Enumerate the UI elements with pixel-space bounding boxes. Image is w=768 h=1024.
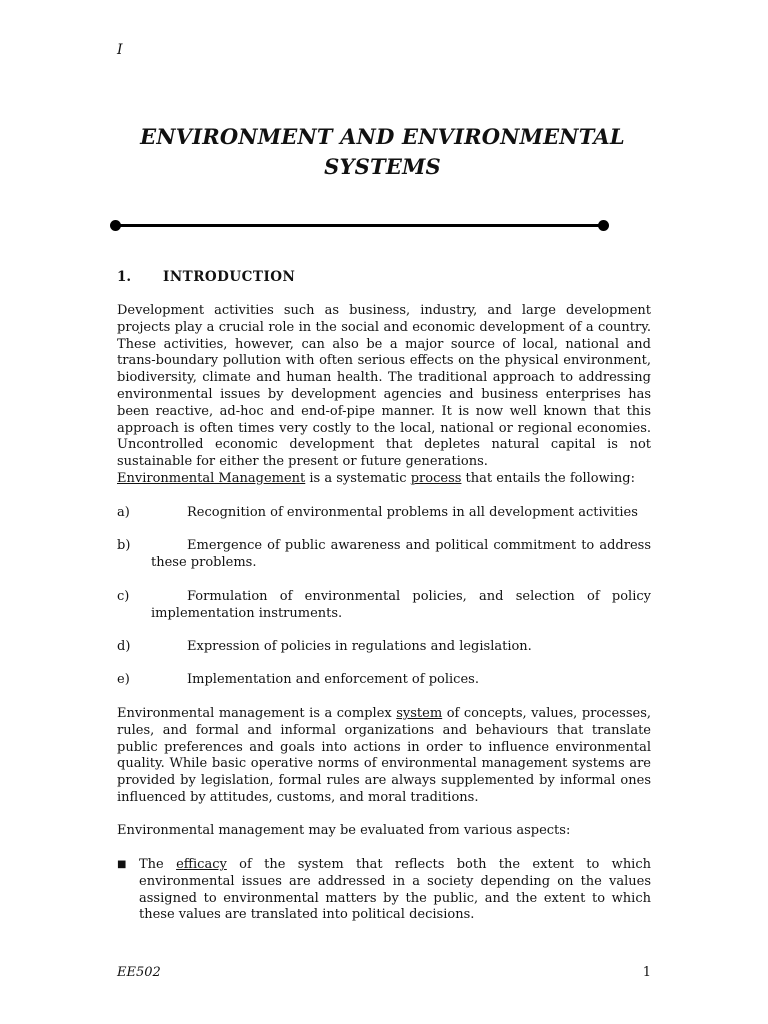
process-term: process <box>410 471 462 486</box>
title-divider <box>116 224 604 227</box>
system-paragraph <box>117 706 651 807</box>
title-line-2: SYSTEMS <box>324 154 441 179</box>
chapter-marker: I <box>117 42 123 58</box>
section-number: 1. <box>117 269 132 285</box>
bullet-item-efficacy <box>117 857 651 924</box>
list-label: b) <box>117 538 131 553</box>
list-item-d <box>117 639 651 656</box>
divider-right-dot <box>598 220 609 231</box>
list-item-b <box>117 538 651 572</box>
list-text: Expression of policies in regulations and legislation. <box>187 639 532 654</box>
list-item-a <box>117 505 651 522</box>
page-title <box>100 122 665 182</box>
list-label: e) <box>117 672 130 687</box>
em-text-end: that entails the following: <box>461 471 635 486</box>
list-item-e <box>117 672 651 689</box>
footer-page-number: 1 <box>642 965 651 980</box>
list-text: Emergence of public awareness and political commitment to address these problems. <box>151 538 651 570</box>
footer-course-code: EE502 <box>117 965 161 980</box>
square-bullet-icon: ■ <box>117 859 127 870</box>
em-text-mid: is a systematic <box>305 471 411 486</box>
em-term: Environmental Management <box>117 471 306 486</box>
list-text: Recognition of environmental problems in all development activities <box>187 505 638 520</box>
list-item-c <box>117 589 651 623</box>
list-text: Implementation and enforcement of polices. <box>187 672 479 687</box>
bullet-text-end: of the system that reflects both the extent to which environmental issues are addressed in a society depending on the values assigned to environmental matters by the public, and the extent to which these values are translated into political decisions. <box>139 857 651 923</box>
bullet-text-start: The <box>139 857 177 872</box>
list-label: c) <box>117 589 130 604</box>
list-text: Formulation of environmental policies, and selection of policy implementation instruments. <box>151 589 651 621</box>
bullet-text <box>117 857 651 924</box>
em-definition-paragraph <box>117 471 651 488</box>
section-title: INTRODUCTION <box>163 269 296 285</box>
system-text-end: of concepts, values, processes, rules, and formal and informal organizations and behaviours that translate public preferences and goals into actions in order to influence environmental quality. While basic operative norms of environmental management systems are provided by legislation, formal rules are always supplemented by informal ones influenced by attitudes, customs, and moral traditions. <box>117 706 651 805</box>
evaluation-paragraph: Environmental management may be evaluated from various aspects: <box>117 823 571 838</box>
divider-left-dot <box>110 220 121 231</box>
intro-paragraph: Development activities such as business, industry, and large development projects play a crucial role in the social and economic development of a country. These activities, however, can also be a major source of local, national and trans-boundary pollution with often serious effects on the physical environment, biodiversity, climate and human health. The traditional approach to addressing environmental issues by development agencies and business enterprises has been reactive, ad-hoc and end-of-pipe manner. It is now well known that this approach is often times very costly to the local, national or regional economies. Uncontrolled economic development that depletes natural capital is not sustainable for either the present or future generations. <box>117 303 651 470</box>
system-term: system <box>396 706 443 721</box>
list-label: d) <box>117 639 131 654</box>
title-line-1: ENVIRONMENT AND ENVIRONMENTAL <box>140 124 625 149</box>
efficacy-term: efficacy <box>176 857 227 872</box>
system-text-start: Environmental management is a complex <box>117 706 397 721</box>
list-label: a) <box>117 505 130 520</box>
